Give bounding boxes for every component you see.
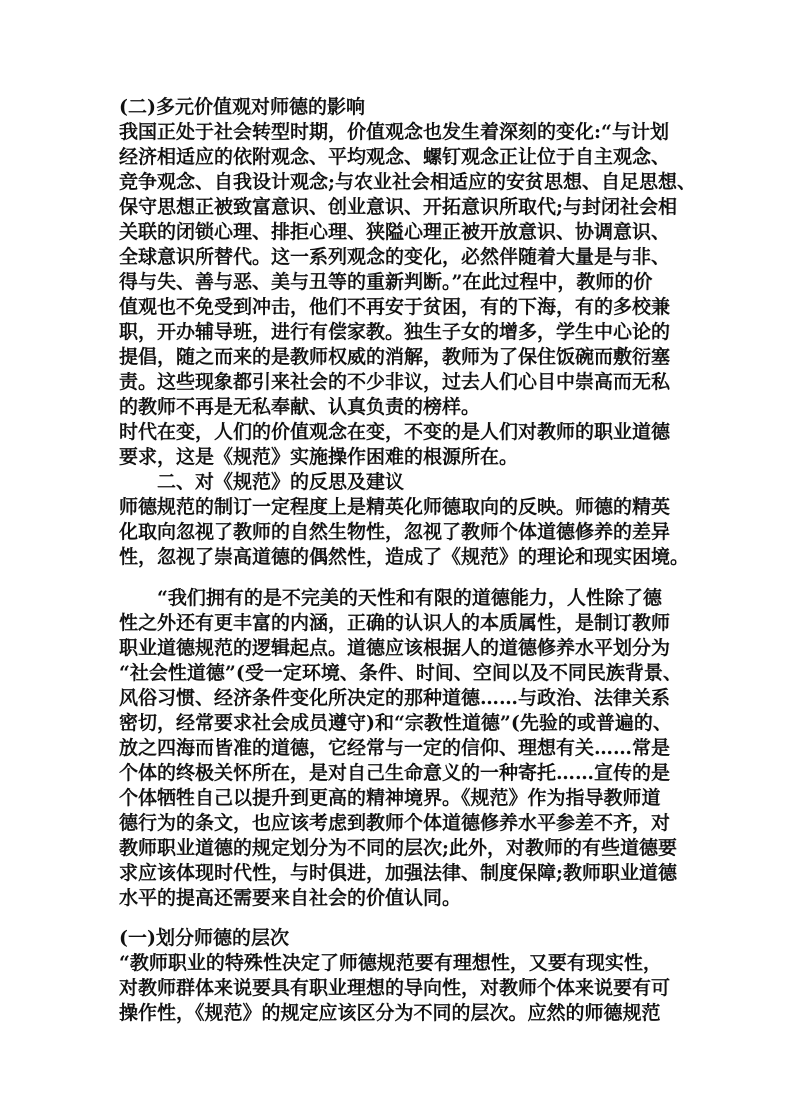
text-line: “我们拥有的是不完美的天性和有限的道德能力，人性除了德 [157, 587, 662, 609]
text-line: 化取向忽视了教师的自然生物性，忽视了教师个体道德修养的差异 [119, 521, 671, 543]
text-line: “教师职业的特殊性决定了师德规范要有理想性，又要有现实性， [119, 952, 662, 974]
text-line: 提倡，随之而来的是教师权威的消解，教师为了保住饭碗而敷衍塞 [119, 346, 671, 368]
section-heading: (二)多元价值观对师德的影响 [119, 96, 365, 118]
text-line: 求应该体现时代性，与时俱进，加强法律、制度保障;教师职业道德 [119, 862, 678, 884]
section-heading: (一)划分师德的层次 [119, 927, 289, 949]
text-line: 的教师不再是无私奉献、认真负责的榜样。 [119, 396, 481, 418]
text-line: 个体牺牲自己以提升到更高的精神境界。《规范》作为指导教师道 [119, 787, 661, 809]
text-line: 经济相适应的依附观念、平均观念、螺钉观念正让位于自主观念、 [119, 146, 671, 168]
text-line: 性之外还有更丰富的内涵，正确的认识人的本质属性，是制订教师 [119, 612, 671, 634]
text-line: 职，开办辅导班，进行有偿家教。独生子女的增多，学生中心论的 [119, 321, 671, 343]
text-line: 风俗习惯、经济条件变化所决定的那种道德……与政治、法律关系 [119, 687, 671, 709]
text-line: “社会性道德”(受一定环境、条件、时间、空间以及不同民族背景、 [119, 662, 682, 684]
text-line: 德行为的条文，也应该考虑到教师个体道德修养水平参差不齐，对 [119, 812, 671, 834]
text-line: 得与失、善与恶、美与丑等的重新判断。”在此过程中，教师的价 [119, 271, 653, 293]
text-line: 我国正处于社会转型时期，价值观念也发生着深刻的变化:“与计划 [119, 121, 669, 143]
text-line: 对教师群体来说要具有职业理想的导向性，对教师个体来说要有可 [119, 977, 671, 999]
text-line: 师德规范的制订一定程度上是精英化师德取向的反映。师德的精英 [119, 496, 671, 518]
text-line: 操作性，《规范》的规定应该区分为不同的层次。应然的师德规范 [119, 1002, 661, 1024]
text-line: 要求，这是《规范》实施操作困难的根源所在。 [119, 446, 519, 468]
text-line: 教师职业道德的规定划分为不同的层次;此外，对教师的有些道德要 [119, 837, 678, 859]
text-line: 全球意识所替代。这一系列观念的变化，必然伴随着大量是与非、 [119, 246, 671, 268]
text-line: 水平的提高还需要来自社会的价值认同。 [119, 887, 462, 909]
text-line: 保守思想正被致富意识、创业意识、开拓意识所取代;与封闭社会相 [119, 196, 678, 218]
text-line: 放之四海而皆准的道德，它经常与一定的信仰、理想有关……常是 [119, 737, 671, 759]
text-line: 时代在变，人们的价值观念在变，不变的是人们对教师的职业道德 [119, 421, 671, 443]
text-line: 性，忽视了崇高道德的偶然性，造成了《规范》的理论和现实困境。 [119, 546, 690, 568]
text-line: 个体的终极关怀所在，是对自己生命意义的一种寄托……宣传的是 [119, 762, 671, 784]
section-heading: 二、对《规范》的反思及建议 [157, 471, 405, 493]
text-line: 值观也不免受到冲击，他们不再安于贫困，有的下海，有的多校兼 [119, 296, 671, 318]
text-line: 密切，经常要求社会成员遵守)和“宗教性道德”(先验的或普遍的、 [119, 712, 672, 734]
text-line: 责。这些现象都引来社会的不少非议，过去人们心目中崇高而无私 [119, 371, 671, 393]
text-line: 竞争观念、自我设计观念;与农业社会相适应的安贫思想、自足思想、 [119, 171, 697, 193]
text-line: 职业道德规范的逻辑起点。道德应该根据人的道德修养水平划分为 [119, 637, 671, 659]
text-line: 关联的闭锁心理、排拒心理、狭隘心理正被开放意识、协调意识、 [119, 221, 671, 243]
